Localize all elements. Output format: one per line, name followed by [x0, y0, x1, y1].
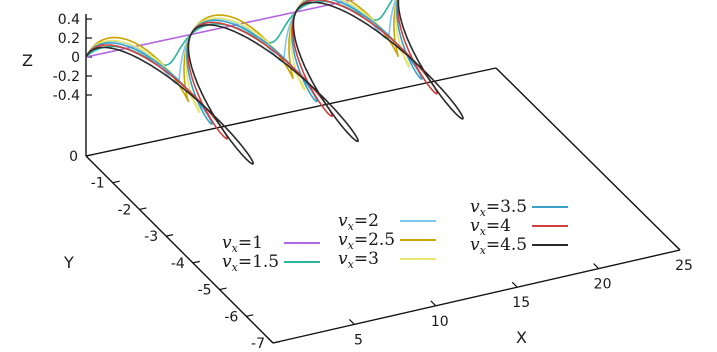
- y-tick-label: -4: [170, 255, 185, 272]
- z-tick-label: -0.4: [52, 88, 80, 104]
- y-tick-mark: [113, 181, 120, 183]
- x-tick-mark: [675, 245, 680, 250]
- x-tick-label: 20: [593, 276, 612, 293]
- legend-label: $v_x=2.5$: [338, 230, 396, 252]
- x-tick-mark: [268, 338, 273, 343]
- y-far-edge: [496, 68, 680, 250]
- x-tick-label: 5: [353, 332, 363, 349]
- legend-label: $v_x=3.5$: [470, 197, 528, 219]
- x-tick-label: 25: [675, 258, 693, 274]
- y-tick-mark: [273, 342, 280, 344]
- series-curves: [86, 0, 463, 164]
- x-tick-mark: [512, 282, 517, 287]
- x-tick-mark: [431, 301, 436, 306]
- x-tick-mark: [349, 319, 354, 324]
- series-line: [86, 0, 463, 164]
- y-tick-mark: [166, 235, 173, 237]
- y-tick-label: 0: [69, 149, 78, 165]
- legend: [222, 197, 568, 274]
- legend-label: $v_x=4.5$: [470, 235, 528, 257]
- y-tick-label: -6: [224, 309, 239, 326]
- x-axis-label: X: [516, 328, 527, 347]
- legend-label: $v_x=4$: [470, 216, 511, 238]
- x-tick-label: 10: [430, 313, 449, 330]
- y-tick-label: -1: [90, 175, 105, 192]
- legend-label: $v_x=2$: [338, 211, 379, 233]
- z-tick-label: 0.4: [57, 12, 80, 28]
- y-tick-mark: [139, 208, 146, 210]
- y-tick-mark: [220, 288, 227, 290]
- legend-label: $v_x=3$: [338, 249, 379, 271]
- y-tick-mark: [86, 155, 93, 157]
- y-axis-label: Y: [64, 253, 74, 272]
- z-tick-label: 0.2: [57, 31, 80, 47]
- y-tick-label: -5: [197, 282, 212, 299]
- y-tick-mark: [193, 261, 200, 263]
- legend-label: $v_x=1$: [222, 233, 263, 255]
- z-axis-label: Z: [22, 51, 33, 70]
- y-tick-label: -2: [117, 202, 132, 219]
- x-tick-label: 15: [512, 295, 531, 312]
- axes-frame: [86, 14, 680, 343]
- x-tick-mark: [594, 264, 599, 269]
- y-tick-mark: [246, 315, 253, 317]
- legend-label: $v_x=1.5$: [222, 252, 280, 274]
- x-axis: [273, 250, 680, 343]
- z-tick-label: 0: [71, 50, 80, 66]
- z-tick-label: -0.2: [52, 69, 80, 85]
- y-tick-label: -3: [144, 229, 159, 246]
- y-tick-label: -7: [251, 336, 265, 352]
